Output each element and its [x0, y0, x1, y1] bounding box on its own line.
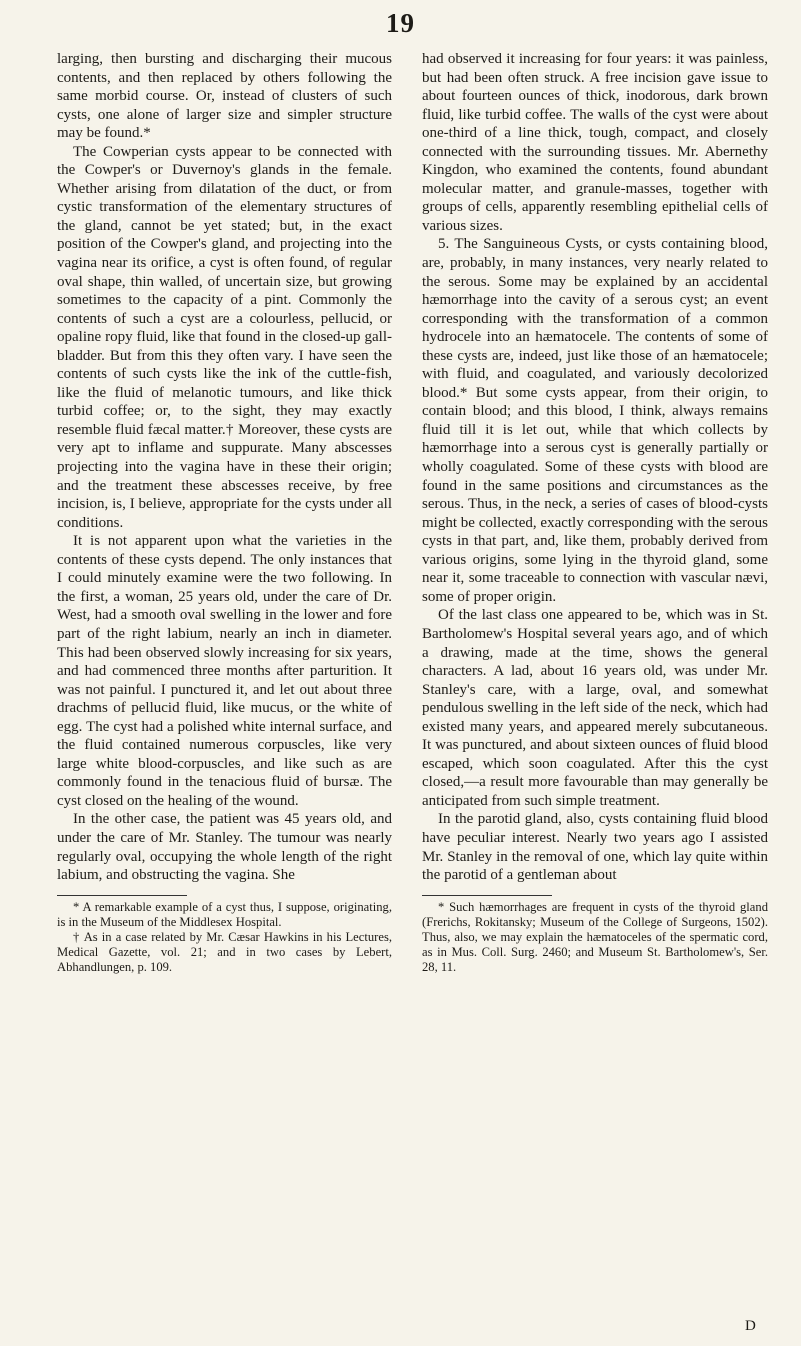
left-paragraph-2: The Cowperian cysts appear to be connected with the Cowper's or Duvernoy's glands in the female. Whether arising from dilatation of the duct, or from cystic transformation of the elementary structures of the gland, cannot be yet stated; but, in the exact position of the Cowper's gland, and projecting into the vagina near its orifice, a cyst is often found, of regular oval shape, thin walled, of uncertain size, but growing sometimes to the capacity of a pint. Commonly the contents of such a cyst are a colourless, pellucid, or opaline ropy fluid, like that found in the closed-up gall-bladder. But from this they often vary. I have seen the contents of such cysts like the ink of the cuttle-fish, like the fluid of melanotic tumours, and like thick turbid coffee; or, to the sight, they may exactly resemble fluid fæcal matter.† Moreover, these cysts are very apt to inflame and suppurate. Many abscesses projecting into the vagina have in these their origin; and the treatment these abscesses receive, by free incision, is, I believe, appropriate for the cysts under all conditions. — [57, 143, 392, 531]
right-paragraph-1: had observed it increasing for four years: it was painless, but had been often struck. A free incision gave issue to about fourteen ounces of thick, inodorous, dark brown fluid, like turbid coffee. The walls of the cyst were about one-third of a line thick, tough, compact, and closely connected with the surrounding tissues. Mr. Abernethy Kingdon, who examined the contents, found abundant molecular matter, and granule-masses, together with groups of cells, apparently resembling epithelial cells of various sizes. — [422, 51, 768, 234]
right-paragraph-3: Of the last class one appeared to be, which was in St. Bartholomew's Hospital several years ago, and of which a drawing, made at the time, shows the general characters. A lad, about 16 years old, was under Mr. Stanley's care, with a large, oval, and somewhat pendulous swelling in the left side of the neck, which had existed many years, and appeared merely subcutaneous. It was punctured, and about sixteen ounces of fluid blood escaped, which soon coagulated. After this the cyst closed,—a result more favourable than may generally be anticipated from such simple treatment. — [422, 607, 768, 809]
footnote-divider — [57, 895, 187, 896]
page-number: 19 — [386, 8, 415, 38]
right-paragraph-2: 5. The Sanguineous Cysts, or cysts containing blood, are, probably, in many instances, very nearly related to the serous. Some may be explained by an accidental hæmorrhage into the cavity of a serous cyst; an event corresponding with the transformation of a common hydrocele into an hæmatocele. The contents of some of these cysts are, indeed, just like those of an hæmatocele; with fluid, and coagulated, and variously decolorized blood.* But some cysts appear, from their origin, to contain blood; and this blood, I think, always remains fluid till it is let out, while that which collects by hæmorrhage into a serous cyst is generally partially or wholly coagulated. Some of these cysts with blood are found in the same positions and circumstances as the serous. Thus, in the neck, a series of cases of blood-cysts might be collected, exactly corresponding with the serous cysts in that part, and, like them, probably derived from various origins, some lying in the thyroid gland, some near it, some traceable to connection with vascular nævi, some of proper origin. — [422, 236, 768, 605]
footnote-divider — [422, 895, 552, 896]
right-paragraph-4: In the parotid gland, also, cysts containing fluid blood have peculiar interest. Nearly two years ago I assisted Mr. Stanley in the removal of one, which lay quite within the parotid of a gentleman about — [422, 811, 768, 884]
left-paragraph-1: larging, then bursting and discharging their mucous contents, and then replaced by others following the same morbid course. Or, instead of clusters of such cysts, one alone of larger size and simpler structure may be found.* — [57, 51, 392, 142]
signature-mark: D — [745, 1318, 756, 1334]
left-footnote-2: † As in a case related by Mr. Cæsar Hawkins in his Lectures, Medical Gazette, vol. 21; and in two cases by Lebert, Abhandlungen, p. 109. — [57, 929, 392, 974]
left-footnote-1: * A remarkable example of a cyst thus, I suppose, originating, is in the Museum of the Middlesex Hospital. — [57, 899, 392, 929]
left-paragraph-3: It is not apparent upon what the varieties in the contents of these cysts depend. The only instances that I could minutely examine were the two following. In the first, a woman, 25 years old, under the care of Dr. West, had a smooth oval swelling in the lower and fore part of the right labium, nearly an inch in diameter. This had been observed slowly increasing for six years, and had commenced three months after parturition. It was not painful. I punctured it, and let out about three drachms of pellucid fluid, like mucus, or the white of egg. The cyst had a polished white internal surface, and the fluid contained numerous corpuscles, like very large white blood-corpuscles, and like such as are commonly found in the tenacious fluid of bursæ. The cyst closed on the healing of the wound. — [57, 533, 392, 809]
left-column — [57, 50, 392, 975]
right-column — [422, 50, 768, 975]
left-paragraph-4: In the other case, the patient was 45 years old, and under the care of Mr. Stanley. The tumour was nearly regularly oval, occupying the whole length of the right labium, and obstructing the vagina. She — [57, 811, 392, 884]
right-footnote-1: * Such hæmorrhages are frequent in cysts of the thyroid gland (Frerichs, Rokitansky; Museum of the College of Surgeons, 1502). Thus, also, we may explain the hæmatoceles of the spermatic cord, as in Mus. Coll. Surg. 2460; and Museum St. Bartholomew's, Ser. 28, 11. — [422, 899, 768, 974]
